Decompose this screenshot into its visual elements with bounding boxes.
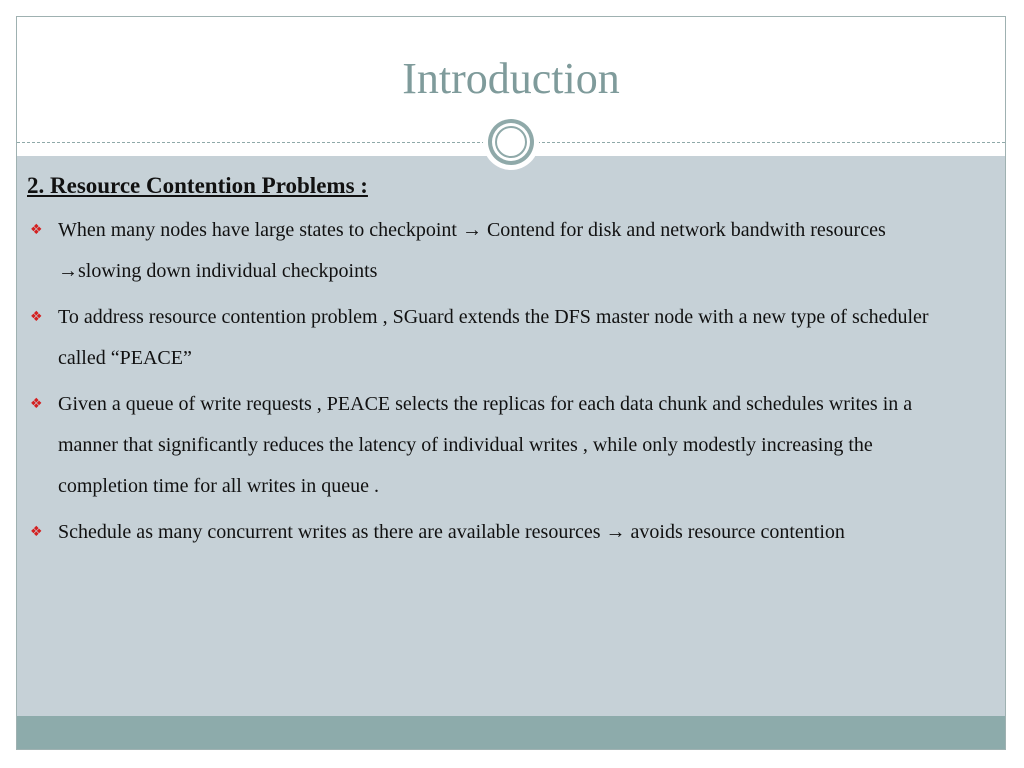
bullet-item (27, 384, 957, 507)
bullet-text: To address resource contention problem , SGuard extends the DFS master node with a new type of scheduler called “PEACE” (58, 306, 929, 369)
slide-title: Introduction (402, 54, 620, 103)
bullet-text: Given a queue of write requests , PEACE selects the replicas for each data chunk and schedules writes in a manner that significantly reduces the latency of individual writes , while only modestly increasing the completion time for all writes in queue . (58, 393, 913, 497)
bullet-item (27, 512, 957, 553)
circle-ornament-icon (483, 114, 539, 170)
bullet-text: Schedule as many concurrent writes as there are available resources → avoids resource contention (58, 521, 845, 543)
bullet-item (27, 297, 957, 379)
bullet-text: When many nodes have large states to checkpoint → Contend for disk and network bandwith resources →slowing down individual checkpoints (58, 219, 886, 282)
bullet-list (27, 210, 957, 553)
diamond-bullet-icon: ❖ (30, 396, 43, 412)
footer-band (17, 716, 1005, 750)
section-heading: 2. Resource Contention Problems : (27, 173, 368, 198)
bullet-item (27, 210, 957, 292)
slide-content (27, 168, 957, 558)
diamond-bullet-icon: ❖ (30, 524, 43, 540)
diamond-bullet-icon: ❖ (30, 222, 43, 238)
diamond-bullet-icon: ❖ (30, 309, 43, 325)
